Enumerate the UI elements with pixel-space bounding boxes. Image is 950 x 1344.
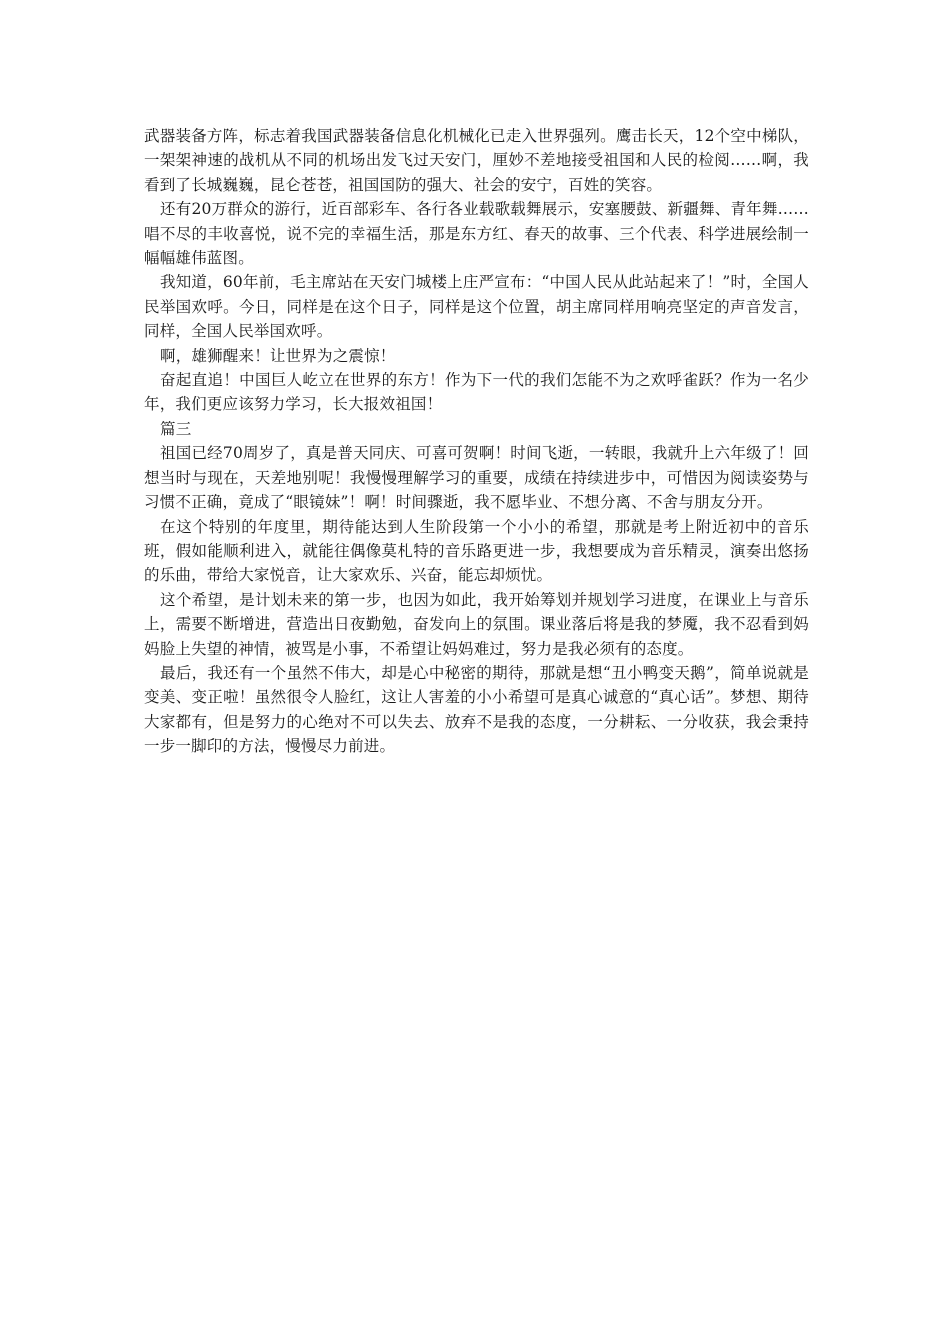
paragraph-first-step: 这个希望，是计划未来的第一步，也因为如此，我开始筹划并规划学习进度，在课业上与音乐上，需要不断增进，营造出日夜勤勉，奋发向上的氛围。课业落后将是我的梦魇，我不忍看到妈妈脸上失望的神情，被骂是小事，不希望让妈妈难过，努力是我必须有的态度。 — [144, 590, 809, 658]
document-body — [144, 124, 809, 759]
paragraph-mass-parade: 还有20万群众的游行，近百部彩车、各行各业载歌载舞展示，安塞腰鼓、新疆舞、青年舞……唱不尽的丰收喜悦，说不完的幸福生活，那是东方红、春天的故事、三个代表、科学进展绘制一幅幅雄伟蓝图。 — [144, 200, 809, 268]
paragraph-finally: 最后，我还有一个虽然不伟大，却是心中秘密的期待，那就是想“丑小鸭变天鹅”，简单说就是变美、变正啦！虽然很令人脸红，这让人害羞的小小希望可是真心诚意的“真心话”。梦想、期待大家都有，但是努力的心绝对不可以失去、放弃不是我的态度，一分耕耘、一分收获，我会秉持一步一脚印的方法，慢慢尽力前进。 — [144, 663, 809, 756]
paragraph-weapons-parade: 武器装备方阵，标志着我国武器装备信息化机械化已走入世界强列。鹰击长天，12个空中梯队，一架架神速的战机从不同的机场出发飞过天安门，厘妙不差地接受祖国和人民的检阅……啊，我看到了长城巍巍，昆仑苍苍，祖国国防的强大、社会的安宁，百姓的笑容。 — [144, 127, 809, 194]
section-heading-part-three: 篇三 — [160, 419, 192, 438]
paragraph-seventy-years: 祖国已经70周岁了，真是普天同庆、可喜可贺啊！时间飞逝，一转眼，我就升上六年级了！回想当时与现在，天差地别呢！我慢慢理解学习的重要，成绩在持续进步中，可惜因为阅读姿势与习惯不正确，竟成了“眼镜妹”！啊！时间骤逝，我不愿毕业、不想分离、不舍与朋友分开。 — [144, 444, 809, 512]
paragraph-lion-awakes: 啊，雄狮醒来！让世界为之震惊！ — [160, 346, 396, 365]
paragraph-special-year: 在这个特别的年度里，期待能达到人生阶段第一个小小的希望，那就是考上附近初中的音乐班，假如能顺利进入，就能往偶像莫札特的音乐路更进一步，我想要成为音乐精灵，演奏出悠扬的乐曲，带给大家悦音，让大家欢乐、兴奋，能忘却烦忧。 — [144, 517, 809, 585]
paragraph-rise-up: 奋起直追！中国巨人屹立在世界的东方！作为下一代的我们怎能不为之欢呼雀跃？作为一名少年，我们更应该努力学习，长大报效祖国！ — [144, 371, 809, 414]
paragraph-sixty-years-ago: 我知道，60年前，毛主席站在天安门城楼上庄严宣布：“中国人民从此站起来了！”时，全国人民举国欢呼。今日，同样是在这个日子，同样是这个位置，胡主席同样用响亮坚定的声音发言，同样，全国人民举国欢呼。 — [144, 273, 809, 341]
